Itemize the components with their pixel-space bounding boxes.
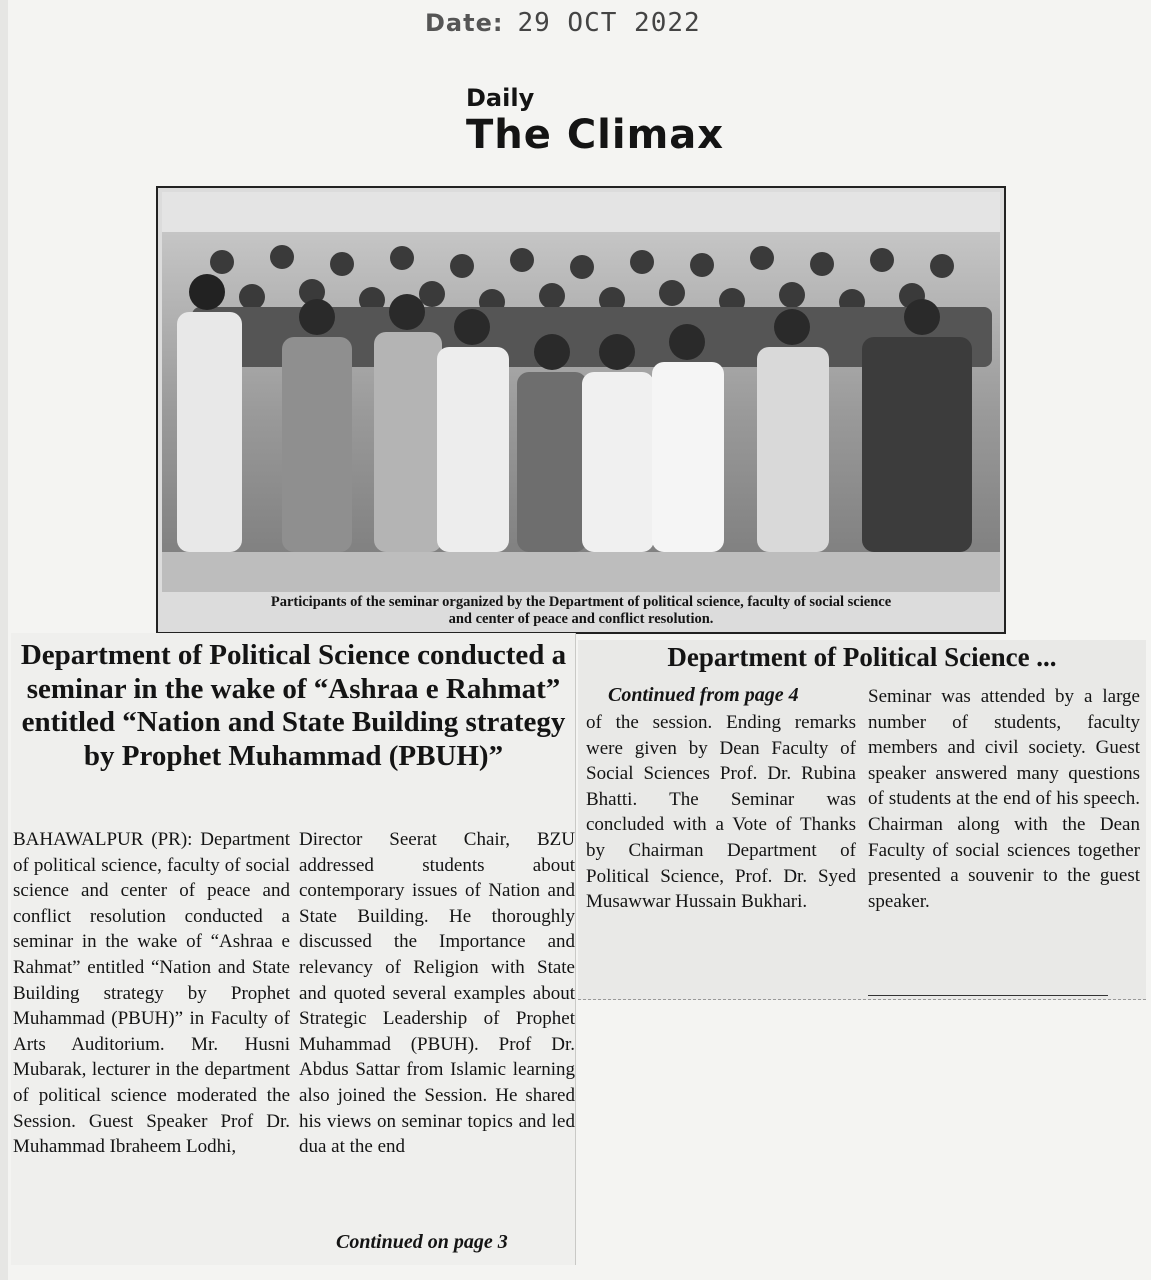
date-label: Date: <box>425 9 504 37</box>
continuation-clipping <box>578 640 1146 1000</box>
publication-name: The Climax <box>466 112 725 158</box>
date-value: 29 OCT 2022 <box>517 8 701 38</box>
end-rule <box>868 995 1108 996</box>
group-photo <box>162 192 1000 592</box>
news-photo-frame <box>156 186 1006 634</box>
article-column-1: BAHAWALPUR (PR): Department of political science, faculty of social science and center of peace and conflict resolution conducted a seminar in the wake of “Ashraa e Rahmat” entitled “Nation and State Building strategy by Prophet Muhammad (PBUH)” in Faculty of Arts Auditorium. Mr. Husni Mubarak, lecturer in the department of political science moderated the Session. Guest Speaker Prof Dr. Muhammad Ibraheem Lodhi, <box>13 829 290 1158</box>
continuation-column-2: Seminar was attended by a large number of students, faculty members and civil society. Guest speaker answered many questions of students at the end of his speech. Chairman along with the Dean Faculty of social sciences together presented a souvenir to the guest speaker. <box>868 686 1140 912</box>
article-clipping <box>11 633 576 1265</box>
publication-frequency: Daily <box>466 84 535 112</box>
continuation-column-1: of the session. Ending remarks were given by Dean Faculty of Social Sciences Prof. Dr. Rubina Bhatti. The Seminar was concluded with a Vote of Thanks by Chairman Department of Political Science, Prof. Dr. Syed Musawwar Hussain Bukhari. <box>586 712 856 913</box>
continued-from-note: Continued from page 4 <box>608 684 799 706</box>
photo-caption <box>162 594 1000 628</box>
article-headline: Department of Political Science conducted a seminar in the wake of “Ashraa e Rahmat” entitled “Nation and State Building strategy by Prophet Muhammad (PBUH)” <box>20 639 567 772</box>
caption-line-2: and center of peace and conflict resolution. <box>448 611 714 627</box>
article-column-2: Director Seerat Chair, BZU addressed students about contemporary issues of Nation and State Building. He thoroughly discussed the Importance and relevancy of Religion with State and quoted several examples about Strategic Leadership of Prophet Muhammad (PBUH). Prof Dr. Abdus Sattar from Islamic learning also joined the Session. He shared his views on seminar topics and led dua at the end <box>299 829 575 1158</box>
scan-edge <box>0 0 8 1280</box>
continued-on-note: Continued on page 3 <box>336 1231 508 1253</box>
continuation-headline: Department of Political Science ... <box>667 642 1057 672</box>
caption-line-1: Participants of the seminar organized by the Department of political science, faculty of social science <box>270 594 892 610</box>
date-stamp <box>425 8 701 38</box>
